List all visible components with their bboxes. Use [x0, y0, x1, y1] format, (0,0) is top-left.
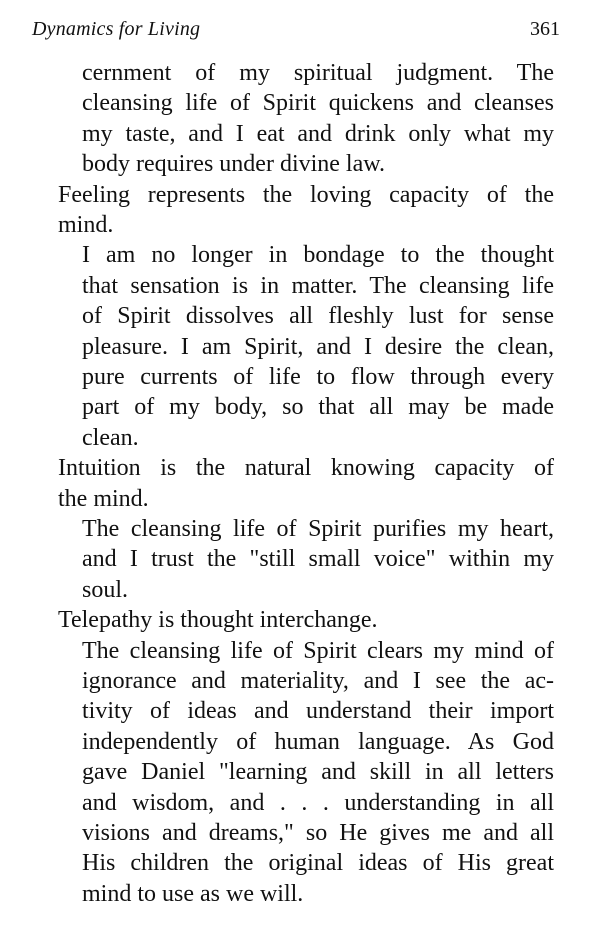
text-line: the mind.	[58, 486, 149, 512]
indented-text-line: His children the original ideas of His great	[82, 850, 554, 876]
indented-text-line: of Spirit dissolves all fleshly lust for sense	[82, 303, 554, 329]
page-number: 361	[530, 18, 560, 40]
indented-text-line: clean.	[82, 425, 139, 451]
indented-text-line: body requires under divine law.	[82, 151, 386, 177]
indented-text-line: visions and dreams," so He gives me and all	[82, 820, 554, 846]
indented-text-line: cleansing life of Spirit quickens and cleanses	[82, 90, 554, 116]
indented-text-line: my taste, and I eat and drink only what my	[82, 121, 554, 147]
text-line: Telepathy is thought interchange.	[58, 607, 378, 633]
indented-text-line: mind to use as we will.	[82, 881, 304, 907]
indented-text-line: I am no longer in bondage to the thought	[82, 242, 554, 268]
indented-text-line: The cleansing life of Spirit purifies my heart,	[82, 516, 554, 542]
text-line: Intuition is the natural knowing capacity of	[58, 455, 554, 481]
indented-text-line: ignorance and materiality, and I see the ac-	[82, 668, 554, 694]
indented-text-line: tivity of ideas and understand their import	[82, 698, 554, 724]
running-title: Dynamics for Living	[32, 18, 201, 40]
indented-text-line: and wisdom, and . . . understanding in all	[82, 790, 554, 816]
indented-text-line: soul.	[82, 577, 129, 603]
indented-text-line: The cleansing life of Spirit clears my mind of	[82, 638, 554, 664]
indented-text-line: pure currents of life to flow through every	[82, 364, 554, 390]
text-line: Feeling represents the loving capacity of the	[58, 182, 554, 208]
indented-text-line: and I trust the "still small voice" within my	[82, 546, 554, 572]
indented-text-line: cernment of my spiritual judgment. The	[82, 60, 554, 86]
indented-text-line: independently of human language. As God	[82, 729, 554, 755]
indented-text-line: pleasure. I am Spirit, and I desire the clean,	[82, 334, 554, 360]
text-line: mind.	[58, 212, 114, 238]
indented-text-line: part of my body, so that all may be made	[82, 394, 554, 420]
indented-text-line: that sensation is in matter. The cleansing life	[82, 273, 554, 299]
running-head	[32, 14, 560, 44]
indented-text-line: gave Daniel "learning and skill in all letters	[82, 759, 554, 785]
